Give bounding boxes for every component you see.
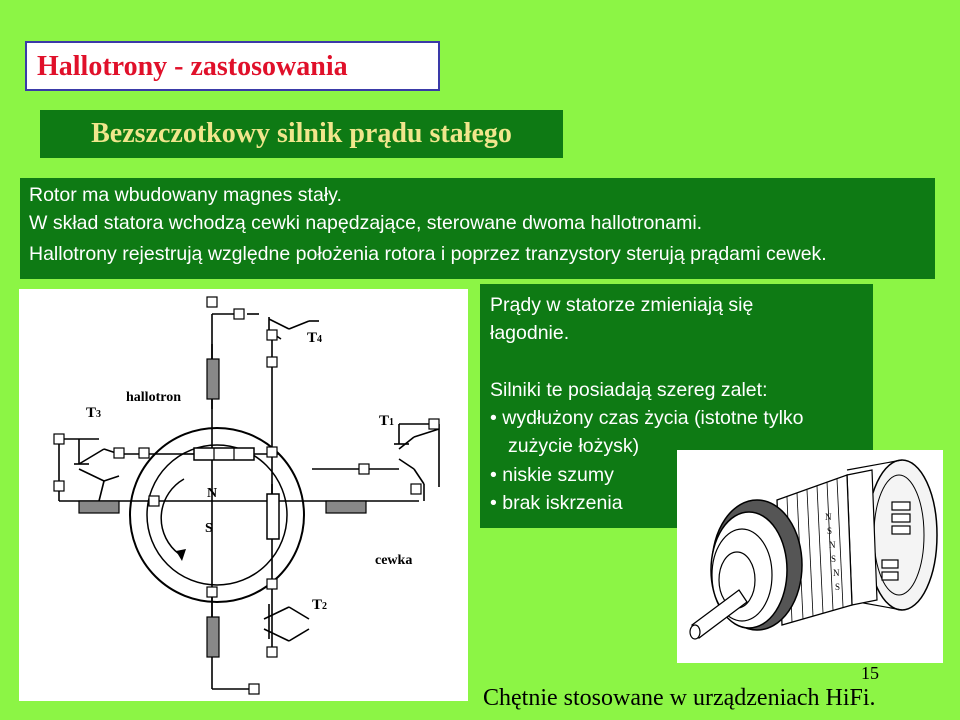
description-line: Hallotrony rejestrują względne położenia rotora i poprzez tranzystory sterują prądami cewek. xyxy=(29,243,827,265)
slide-subtitle: Bezszczotkowy silnik prądu stałego xyxy=(91,118,512,149)
description-line: Rotor ma wbudowany magnes stały. xyxy=(29,184,342,206)
transistor-t1-label: T1 xyxy=(379,413,395,429)
hallotron-label: hallotron xyxy=(126,390,181,405)
transistor-t2-label: T2 xyxy=(312,597,328,613)
magnet-mark: S xyxy=(827,526,833,536)
note-line: Prądy w statorze zmieniają się xyxy=(490,294,754,316)
magnet-mark: S xyxy=(831,554,837,564)
north-pole-label: N xyxy=(207,486,218,501)
description-line: W skład statora wchodzą cewki napędzające, sterowane dwoma hallotronami. xyxy=(29,212,703,234)
note-line: łagodnie. xyxy=(490,322,570,344)
title-box xyxy=(25,41,440,91)
note-line: zużycie łożysk) xyxy=(508,435,640,457)
coil-label: cewka xyxy=(375,553,413,568)
circuit-svg xyxy=(19,289,468,701)
magnet-mark: S xyxy=(835,582,841,592)
slide-title: Hallotrony - zastosowania xyxy=(37,51,348,82)
footer-text: Chętnie stosowane w urządzeniach HiFi. xyxy=(483,685,876,711)
note-line: • niskie szumy xyxy=(490,464,614,486)
motor-svg xyxy=(677,450,943,663)
motor-circuit-diagram xyxy=(19,289,468,701)
transistor-t4-label: T4 xyxy=(307,330,323,346)
note-line: • wydłużony czas życia (istotne tylko xyxy=(490,407,804,429)
magnet-mark: N xyxy=(833,568,840,578)
magnet-mark: N xyxy=(825,512,832,522)
page-number: 15 xyxy=(861,663,879,683)
magnet-mark: N xyxy=(829,540,836,550)
subtitle-box xyxy=(40,110,563,158)
transistor-t3-label: T3 xyxy=(86,405,102,421)
description-box xyxy=(20,178,935,279)
motor-illustration xyxy=(677,450,943,663)
south-pole-label: S xyxy=(205,521,213,536)
note-line: Silniki te posiadają szereg zalet: xyxy=(490,379,768,401)
note-line: • brak iskrzenia xyxy=(490,492,623,514)
